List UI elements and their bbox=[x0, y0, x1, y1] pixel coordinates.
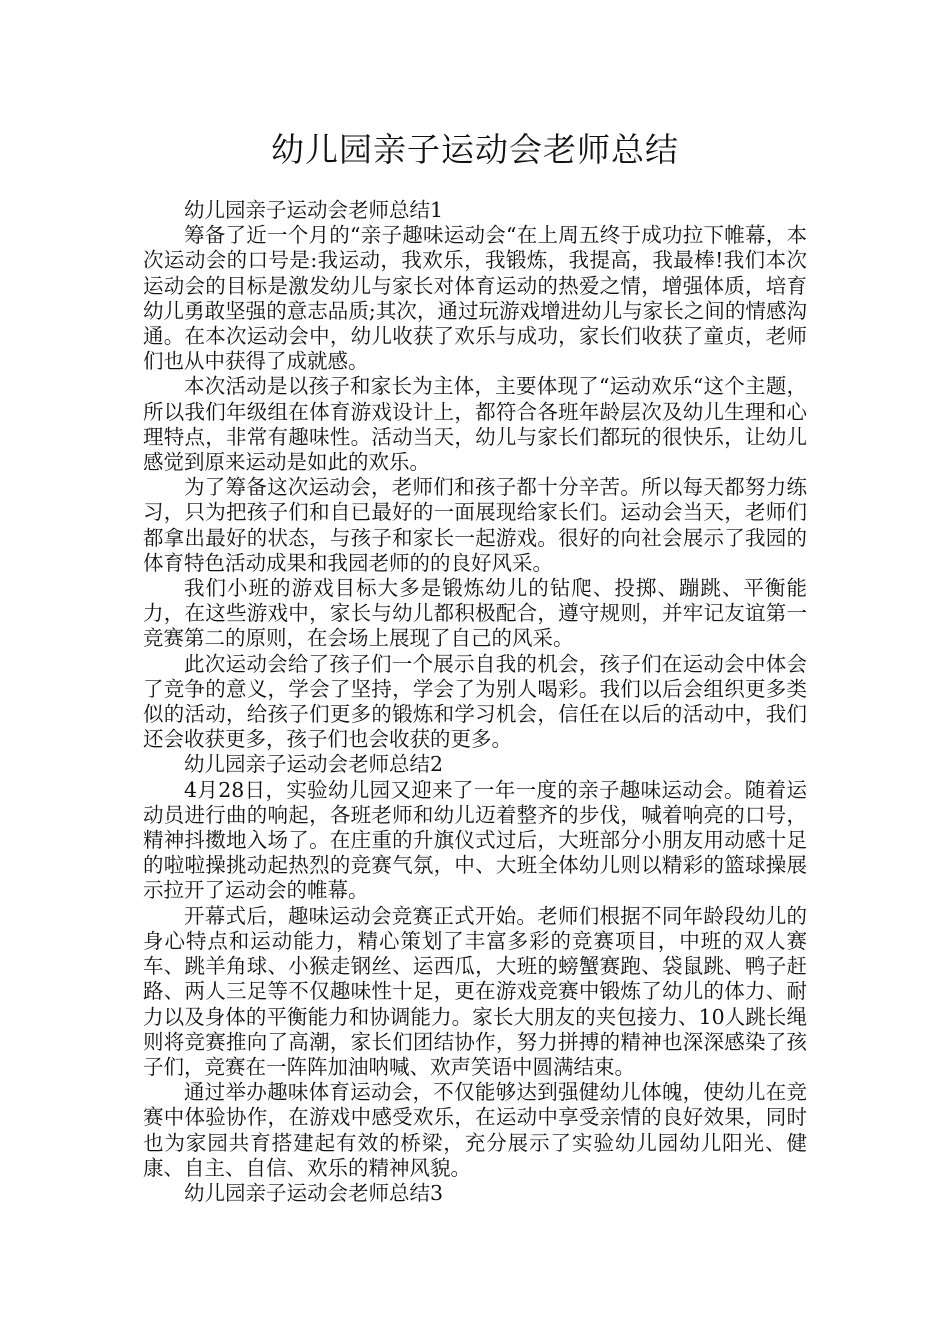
paragraph: 4月28日，实验幼儿园又迎来了一年一度的亲子趣味运动会。随着运动员进行曲的响起，各班老师和幼儿迈着整齐的步伐，喊着响亮的口号，精神抖擞地入场了。在庄重的升旗仪式过后，大班部分小朋友用动感十足的啦啦操挑动起热烈的竞赛气氛，中、大班全体幼儿则以精彩的篮球操展示拉开了运动会的帷幕。 bbox=[143, 777, 807, 903]
paragraph: 筹备了近一个月的“亲子趣味运动会“在上周五终于成功拉下帷幕，本次运动会的口号是:我运动，我欢乐，我锻炼，我提高，我最棒!我们本次运动会的目标是激发幼儿与家长对体育运动的热爱之情，增强体质，培育幼儿勇敢坚强的意志品质;其次，通过玩游戏增进幼儿与家长之间的情感沟通。在本次运动会中，幼儿收获了欢乐与成功，家长们收获了童贞，老师们也从中获得了成就感。 bbox=[143, 223, 807, 374]
document-title: 幼儿园亲子运动会老师总结 bbox=[271, 130, 679, 169]
paragraph: 此次运动会给了孩子们一个展示自我的机会，孩子们在运动会中体会了竞争的意义，学会了坚持，学会了为别人喝彩。我们以后会组织更多类似的活动，给孩子们更多的锻炼和学习机会，信任在以后的活动中，我们还会收获更多，孩子们也会收获的更多。 bbox=[143, 651, 807, 752]
section-heading-3: 幼儿园亲子运动会老师总结3 bbox=[184, 1180, 444, 1205]
document-body bbox=[143, 198, 807, 1206]
paragraph: 为了筹备这次运动会，老师们和孩子都十分辛苦。所以每天都努力练习，只为把孩子们和自已最好的一面展现给家长们。运动会当天，老师们都拿出最好的状态，与孩子和家长一起游戏。很好的向社会展示了我园的体育特色活动成果和我园老师的的良好风采。 bbox=[143, 475, 807, 575]
paragraph: 通过举办趣味体育运动会，不仅能够达到强健幼儿体魄，使幼儿在竞赛中体验协作，在游戏中感受欢乐，在运动中享受亲情的良好效果，同时也为家园共育搭建起有效的桥梁，充分展示了实验幼儿园幼儿阳光、健康、自主、自信、欢乐的精神风貌。 bbox=[143, 1080, 807, 1180]
section-heading-2: 幼儿园亲子运动会老师总结2 bbox=[184, 752, 444, 777]
paragraph: 我们小班的游戏目标大多是锻炼幼儿的钻爬、投掷、蹦跳、平衡能力，在这些游戏中，家长与幼儿都积极配合，遵守规则，并牢记友谊第一竞赛第二的原则，在会场上展现了自己的风采。 bbox=[143, 576, 807, 651]
paragraph: 本次活动是以孩子和家长为主体，主要体现了“运动欢乐“这个主题，所以我们年级组在体育游戏设计上，都符合各班年龄层次及幼儿生理和心理特点，非常有趣味性。活动当天，幼儿与家长们都玩的很快乐，让幼儿感觉到原来运动是如此的欢乐。 bbox=[143, 374, 807, 475]
section-heading-1: 幼儿园亲子运动会老师总结1 bbox=[184, 198, 444, 222]
paragraph: 开幕式后，趣味运动会竞赛正式开始。老师们根据不同年龄段幼儿的身心特点和运动能力，精心策划了丰富多彩的竞赛项目，中班的双人赛车、跳羊角球、小猴走钢丝、运西瓜，大班的螃蟹赛跑、袋鼠跳、鸭子赶路、两人三足等不仅趣味性十足，更在游戏竞赛中锻炼了幼儿的体力、耐力以及身体的平衡能力和协调能力。家长大朋友的夹包接力、10人跳长绳则将竞赛推向了高潮，家长们团结协作，努力拼搏的精神也深深感染了孩子们，竞赛在一阵阵加油呐喊、欢声笑语中圆满结束。 bbox=[143, 903, 807, 1079]
